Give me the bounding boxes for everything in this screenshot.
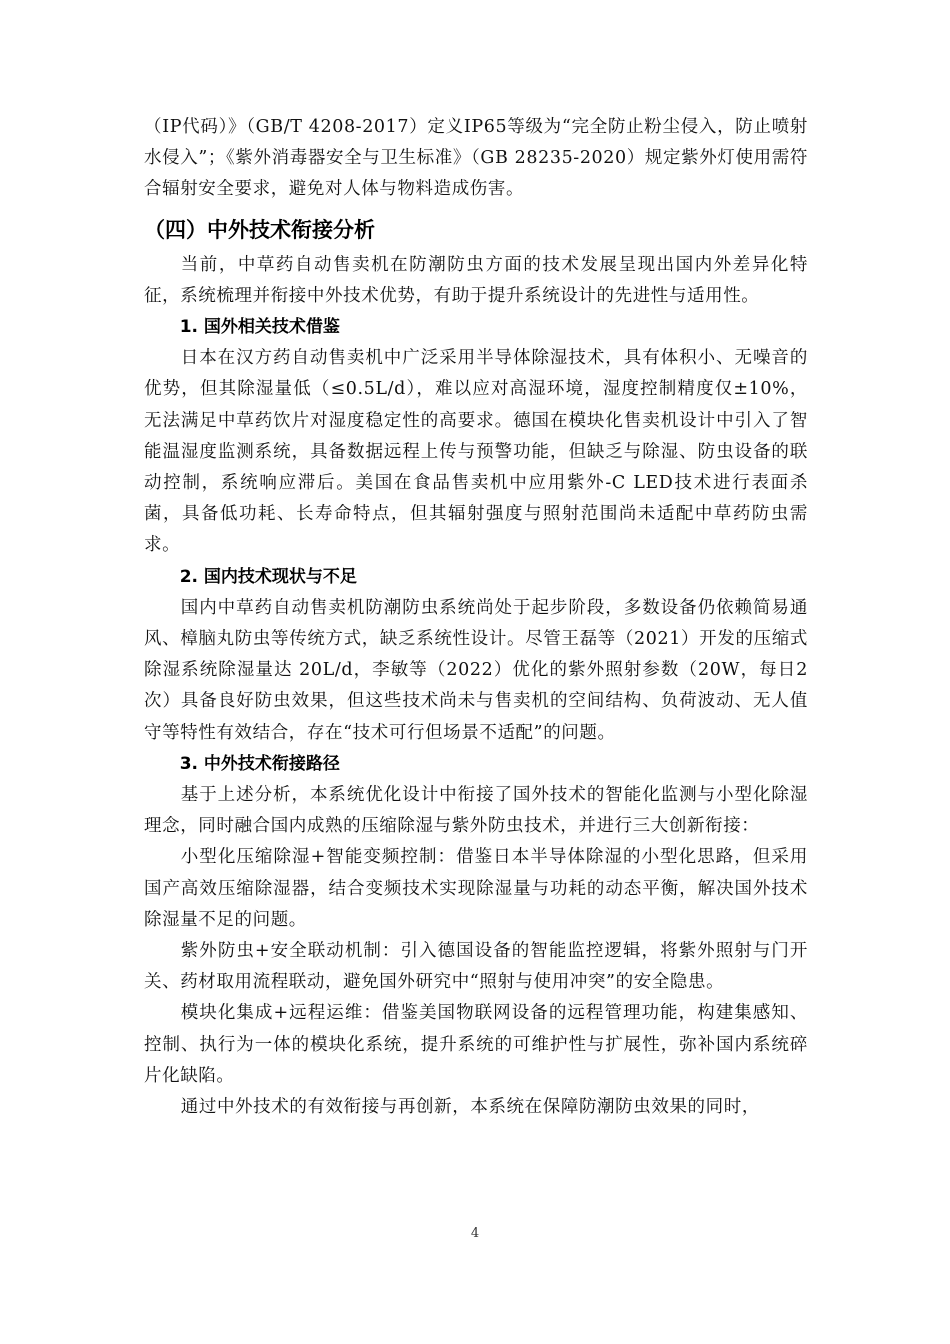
paragraph-integration-path: 基于上述分析，本系统优化设计中衔接了国外技术的智能化监测与小型化除湿理念，同时融合国内成熟的压缩除湿与紫外防虫技术，并进行三大创新衔接： [144,785,808,837]
subheading-foreign-tech: 1. 国外相关技术借鉴 [179,317,340,338]
paragraph-innovation-1: 小型化压缩除湿+智能变频控制：借鉴日本半导体除湿的小型化思路，但采用国产高效压缩除湿器，结合变频技术实现除湿量与功耗的动态平衡，解决国外技术除湿量不足的问题。 [144,847,808,930]
paragraph-innovation-2: 紫外防虫+安全联动机制：引入德国设备的智能监控逻辑，将紫外照射与门开关、药材取用流程联动，避免国外研究中“照射与使用冲突”的安全隐患。 [144,941,808,993]
page-body [144,112,808,1123]
paragraph-conclusion: 通过中外技术的有效衔接与再创新，本系统在保障防潮防虫效果的同时， [180,1097,760,1118]
subheading-integration-path: 3. 中外技术衔接路径 [179,753,340,774]
paragraph-ip-standard: （IP代码）》（GB/T 4208-2017）定义IP65等级为“完全防止粉尘侵入，防止喷射水侵入”；《紫外消毒器安全与卫生标准》（GB 28235-2020）规定紫外灯使用需符合辐射安全要求，避免对人体与物料造成伤害。 [144,117,808,200]
paragraph-domestic-tech: 国内中草药自动售卖机防潮防虫系统尚处于起步阶段，多数设备仍依赖简易通风、樟脑丸防虫等传统方式，缺乏系统性设计。尽管王磊等（2021）开发的压缩式除湿系统除湿量达 20L/d，李敏等（2022）优化的紫外照射参数（20W，每日2次）具备良好防虫效果，但这些技术尚未与售卖机的空间结构、负荷波动、无人值守等特性有效结合，存在“技术可行但场景不适配”的问题。 [144,597,808,743]
section-heading: （四）中外技术衔接分析 [144,217,375,242]
paragraph-innovation-3: 模块化集成+远程运维：借鉴美国物联网设备的远程管理功能，构建集感知、控制、执行为一体的模块化系统，提升系统的可维护性与扩展性，弥补国内系统碎片化缺陷。 [144,1003,808,1086]
paragraph-section-intro: 当前，中草药自动售卖机在防潮防虫方面的技术发展呈现出国内外差异化特征，系统梳理并衔接中外技术优势，有助于提升系统设计的先进性与适用性。 [144,254,808,306]
subheading-domestic-tech: 2. 国内技术现状与不足 [179,566,357,587]
page-number: 4 [470,1226,480,1241]
paragraph-foreign-tech: 日本在汉方药自动售卖机中广泛采用半导体除湿技术，具有体积小、无噪音的优势，但其除湿量低（≤0.5L/d），难以应对高湿环境，湿度控制精度仅±10%，无法满足中草药饮片对湿度稳定性的高要求。德国在模块化售卖机设计中引入了智能温湿度监测系统，具备数据远程上传与预警功能，但缺乏与除湿、防虫设备的联动控制，系统响应滞后。美国在食品售卖机中应用紫外-C LED技术进行表面杀菌，具备低功耗、长寿命特点，但其辐射强度与照射范围尚未适配中草药防虫需求。 [144,348,808,556]
